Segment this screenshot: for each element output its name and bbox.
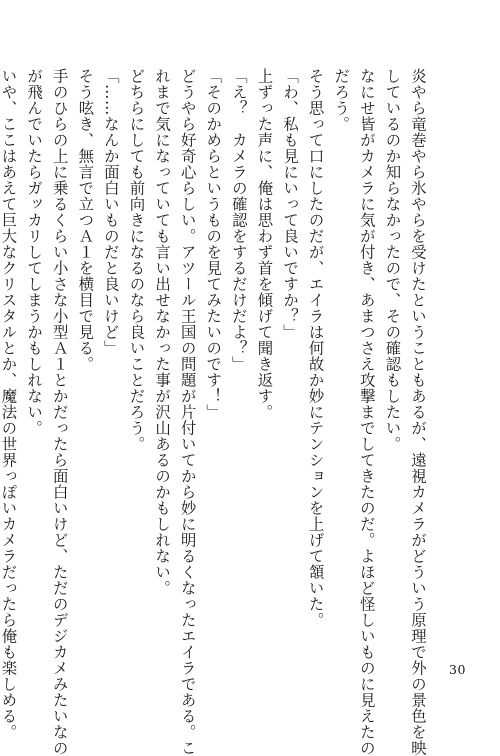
text-line: 手のひらの上に乗るくらい小さな小型Ａ１とかだったら面白いけど、ただのデジカメみたいなの — [50, 68, 69, 756]
text-line: 「……なんか面白いものだと良いけど」 — [101, 68, 120, 356]
text-line: どうやら好奇心らしい。アツール王国の問題が片付いてから妙に明るくなったエイラである。こ — [178, 68, 197, 756]
text-line: そう呟き、無言で立つＡ１を横目で見る。 — [76, 68, 95, 372]
text-line: いや、ここはあえて巨大なクリスタルとか、魔法の世界っぽいカメラだったら俺も楽しめる。 — [0, 68, 18, 740]
text-line: 上ずった声に、俺は思わず首を傾げて聞き返す。 — [255, 68, 274, 420]
text-line: 「そのかめらというものを見てみたいのです！」 — [204, 68, 223, 420]
text-line: そう思って口にしたのだが、エイラは何故か妙にテンションを上げて頷いた。 — [306, 68, 325, 628]
text-line: どちらにしても前向きになるのなら良いことだろう。 — [127, 68, 146, 452]
text-line: れまで気になっていても言い出せなかった事が沢山あるのかもしれない。 — [153, 68, 172, 596]
text-line: なにせ皆がカメラに気が付き、あまつさえ攻撃までしてきたのだ。よほど怪しいものに見えたの — [357, 68, 376, 756]
text-line: 「え？ カメラの確認をするだけだよ？」 — [229, 68, 248, 372]
text-line: 炎やら竜巻やら氷やらを受けたということもあるが、遠視カメラがどういう原理で外の景色を映 — [409, 68, 427, 756]
vertical-text-block — [0, 68, 430, 756]
page-number: 30 — [449, 662, 466, 677]
text-line: だろう。 — [332, 68, 351, 132]
text-line: 「わ、私も見にいって良いですか？」 — [281, 68, 300, 340]
text-line: が飛んでいたらガッカリしてしまうかもしれない。 — [25, 68, 44, 436]
text-line: しているのか知らなかったので、その確認もしたい。 — [383, 68, 402, 452]
